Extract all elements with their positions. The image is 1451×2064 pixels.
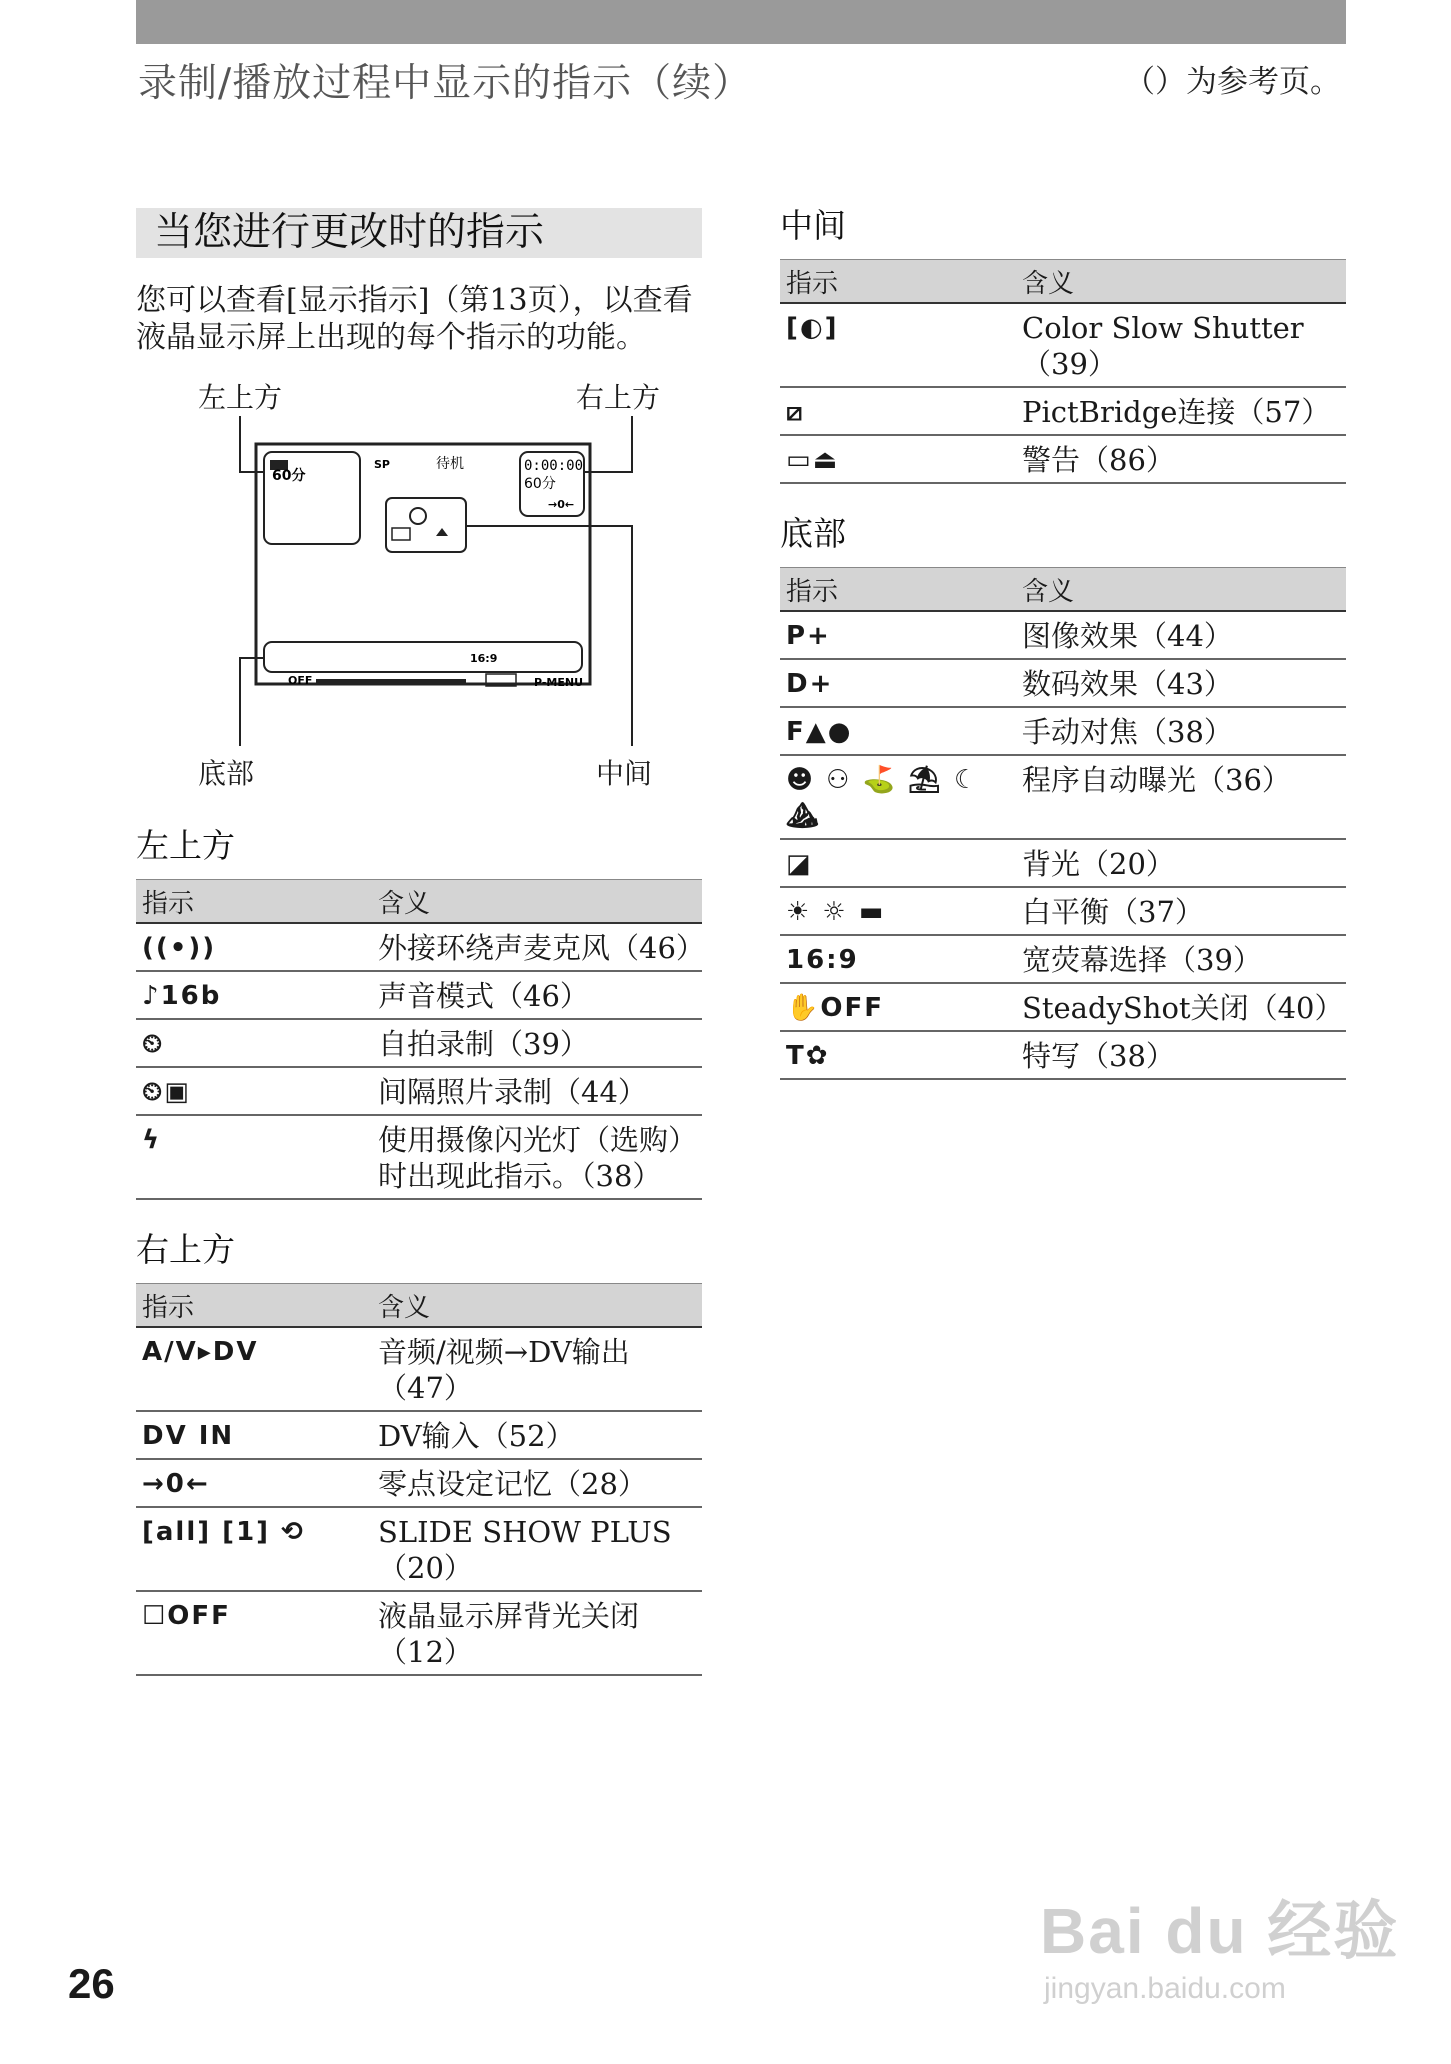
col-icon-header: 指示 [136,880,372,924]
indicator-icon: [all] [1] ⟲ [136,1507,372,1591]
indicator-icon: F▲● [780,707,1016,755]
top-left-heading: 左上方 [136,826,235,865]
reference-note: （）为参考页。 [1124,64,1341,100]
indicator-icon: 16:9 [780,935,1016,983]
indicator-meaning: Color Slow Shutter（39） [1016,303,1346,387]
table-row [136,923,702,971]
indicator-meaning: 数码效果（43） [1016,659,1346,707]
indicator-meaning: 自拍录制（39） [372,1019,702,1067]
eject-mark [436,528,448,536]
indicator-icon: DV IN [136,1411,372,1459]
label-middle: 中间 [596,757,653,790]
col-meaning-header: 含义 [1016,260,1346,304]
indicator-meaning: 手动对焦（38） [1016,707,1346,755]
indicator-icon: →0← [136,1459,372,1507]
indicator-meaning: 零点设定记忆（28） [372,1459,702,1507]
top-left-table [136,879,705,1200]
indicator-meaning: 程序自动曝光（36） [1016,755,1346,839]
section-title: 当您进行更改时的指示 [136,208,702,258]
col-meaning-header: 含义 [372,1284,702,1328]
indicator-meaning: 宽荧幕选择（39） [1016,935,1346,983]
bottom-table [780,567,1346,1080]
tape-mark [392,528,410,540]
table-row [780,611,1346,659]
leader-middle [466,526,632,746]
indicator-icon: ☀ ☼ ▬ [780,887,1016,935]
table-row [780,887,1346,935]
lcd-pmenu-text: P-MENU [534,676,584,689]
table-row [136,971,702,1019]
lcd-off-text: OFF [288,674,313,687]
lcd-standby-text: 待机 [436,456,464,472]
indicator-icon: ⏲▣ [136,1067,372,1115]
indicator-meaning: 声音模式（46） [372,971,702,1019]
indicator-meaning: 特写（38） [1016,1031,1346,1079]
indicator-icon: ⧄ [780,387,1016,435]
indicator-icon: ☐OFF [136,1591,372,1675]
col-icon-header: 指示 [136,1284,372,1328]
middle-table [780,259,1346,484]
table-row [136,1327,702,1411]
indicator-meaning: 外接环绕声麦克风（46） [372,923,702,971]
table-row [780,707,1346,755]
label-bottom: 底部 [198,757,255,790]
indicator-icon: P+ [780,611,1016,659]
zoom-bar [316,679,466,683]
bottom-box [264,642,582,672]
middle-heading: 中间 [780,206,846,245]
indicator-meaning: 使用摄像闪光灯（选购）时出现此指示。（38） [372,1115,702,1199]
middle-box [386,498,466,552]
top-right-heading: 右上方 [136,1230,235,1269]
indicator-icon: ((•)) [136,923,372,971]
page-number: 26 [68,1960,115,2007]
bottom-heading: 底部 [780,514,846,553]
left-column [136,208,705,1676]
lcd-169-text: 16:9 [470,652,498,665]
indicator-meaning: PictBridge连接（57） [1016,387,1346,435]
indicator-icon: [◐] [780,303,1016,387]
indicator-icon: D+ [780,659,1016,707]
table-row [136,1591,702,1675]
baidu-watermark [1040,1880,1399,2006]
page-title: 录制/播放过程中显示的指示（续） [138,61,753,106]
indicator-meaning: 间隔照片录制（44） [372,1067,702,1115]
table-row [780,935,1346,983]
indicator-meaning: 背光（20） [1016,839,1346,887]
lcd-battery-text: 60分 [272,468,306,484]
indicator-icon: A/V▸DV [136,1327,372,1411]
col-icon-header: 指示 [780,260,1016,304]
intro-text: 您可以查看[显示指示]（第13页），以查看液晶显示屏上出现的每个指示的功能。 [136,283,693,355]
table-row [136,1115,702,1199]
table-row [136,1507,702,1591]
indicator-meaning: 警告（86） [1016,435,1346,483]
table-row [136,1067,702,1115]
indicator-meaning: 音频/视频→DV输出（47） [372,1327,702,1411]
indicator-meaning: 白平衡（37） [1016,887,1346,935]
indicator-icon: ⏲ [136,1019,372,1067]
table-row [780,839,1346,887]
table-row [780,435,1346,483]
indicator-icon: ✋OFF [780,983,1016,1031]
indicator-meaning: DV输入（52） [372,1411,702,1459]
label-top-left: 左上方 [198,381,283,414]
eye-mark [410,508,426,524]
indicator-icon: ϟ [136,1115,372,1199]
table-row [136,1019,702,1067]
lcd-sp-text: SP [374,458,390,471]
lcd-timecode-text: 0:00:00 [524,458,584,474]
watermark-url: jingyan.baidu.com [1044,1972,1286,2005]
table-row [780,755,1346,839]
top-right-table [136,1283,702,1676]
table-row [780,659,1346,707]
lcd-remaining-text: 60分 [524,476,556,492]
watermark-logo: Bai du 经验 [1040,1895,1400,1967]
indicator-icon: ◪ [780,839,1016,887]
indicator-icon: ▭⏏ [780,435,1016,483]
lcd-zero-text: →0← [548,498,575,511]
table-row [136,1459,702,1507]
indicator-meaning: 液晶显示屏背光关闭（12） [372,1591,702,1675]
indicator-meaning: SteadyShot关闭（40） [1016,983,1346,1031]
table-row [780,1031,1346,1079]
right-column [780,200,1346,1080]
col-meaning-header: 含义 [372,880,702,924]
indicator-icon: ♪16b [136,971,372,1019]
top-bar [136,0,1346,44]
indicator-meaning: 图像效果（44） [1016,611,1346,659]
table-row [780,387,1346,435]
table-row [136,1411,702,1459]
label-top-right: 右上方 [576,381,661,414]
lcd-diagram-drawing [136,376,702,796]
col-meaning-header: 含义 [1016,568,1346,612]
indicator-icon: ☻ ⚇ ⛳ ⛱ ☾ ⛰ [780,755,1016,839]
leader-bottom [240,658,264,746]
indicator-icon: T✿ [780,1031,1016,1079]
indicator-meaning: SLIDE SHOW PLUS（20） [372,1507,702,1591]
table-row [780,983,1346,1031]
lcd-diagram [136,376,702,796]
col-icon-header: 指示 [780,568,1016,612]
table-row [780,303,1346,387]
